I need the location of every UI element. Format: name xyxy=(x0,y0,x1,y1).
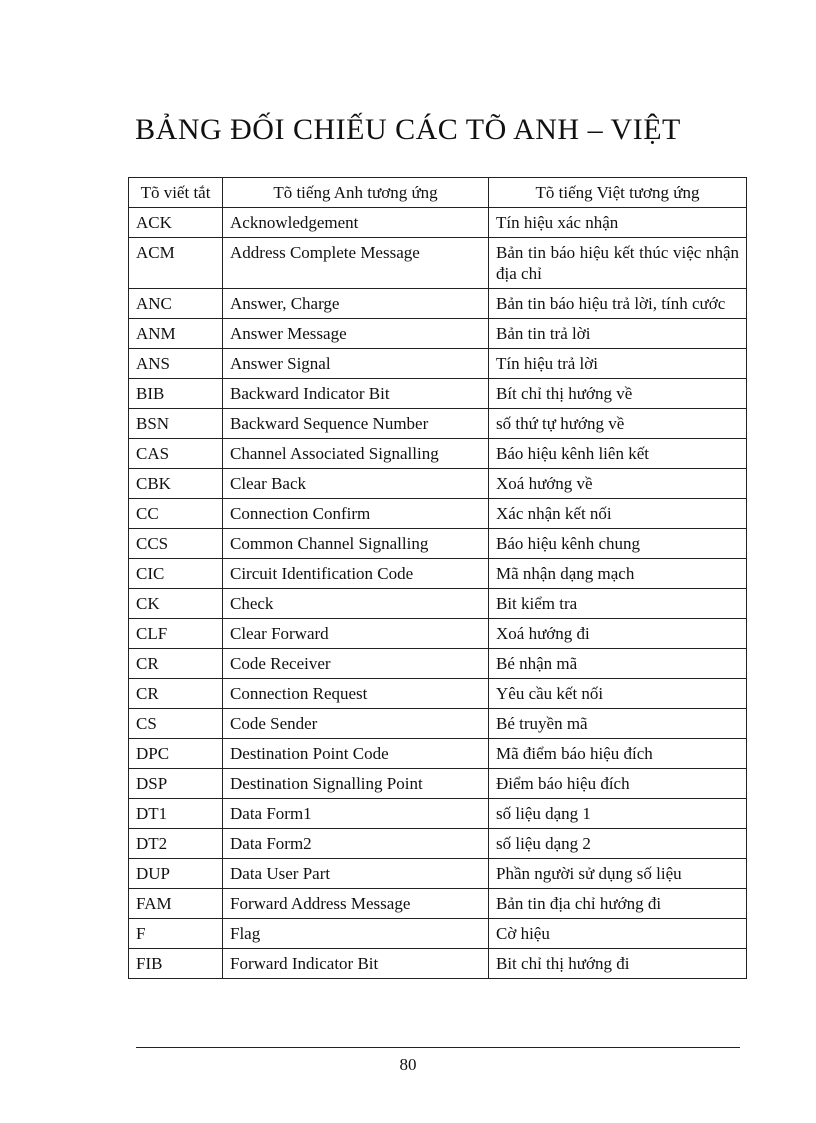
cell-english-term: Answer Signal xyxy=(223,349,489,379)
cell-english-term: Data Form1 xyxy=(223,799,489,829)
footer-divider xyxy=(136,1047,740,1048)
table-row xyxy=(129,859,747,889)
cell-english-term: Clear Forward xyxy=(223,619,489,649)
cell-abbreviation: ANC xyxy=(129,289,223,319)
cell-abbreviation: CC xyxy=(129,499,223,529)
table-row xyxy=(129,829,747,859)
cell-english-term: Acknowledgement xyxy=(223,208,489,238)
table-row xyxy=(129,238,747,289)
cell-abbreviation: ANS xyxy=(129,349,223,379)
cell-abbreviation: CS xyxy=(129,709,223,739)
cell-vietnamese-term: Bản tin báo hiệu kết thúc việc nhận địa chỉ xyxy=(489,238,747,289)
cell-vietnamese-term: Báo hiệu kênh chung xyxy=(489,529,747,559)
cell-abbreviation: CR xyxy=(129,679,223,709)
table-row xyxy=(129,208,747,238)
cell-english-term: Backward Indicator Bit xyxy=(223,379,489,409)
cell-english-term: Address Complete Message xyxy=(223,238,489,289)
table-row xyxy=(129,349,747,379)
cell-english-term: Flag xyxy=(223,919,489,949)
table-row xyxy=(129,439,747,469)
cell-english-term: Code Sender xyxy=(223,709,489,739)
table-row xyxy=(129,319,747,349)
cell-abbreviation: FIB xyxy=(129,949,223,979)
table-row xyxy=(129,499,747,529)
cell-vietnamese-term: Báo hiệu kênh liên kết xyxy=(489,439,747,469)
table-row xyxy=(129,379,747,409)
cell-vietnamese-term: Bản tin báo hiệu trả lời, tính cước xyxy=(489,289,747,319)
cell-english-term: Code Receiver xyxy=(223,649,489,679)
cell-vietnamese-term: Mã điểm báo hiệu đích xyxy=(489,739,747,769)
cell-abbreviation: CCS xyxy=(129,529,223,559)
table-row xyxy=(129,559,747,589)
cell-vietnamese-term: Xoá hướng về xyxy=(489,469,747,499)
cell-abbreviation: ACK xyxy=(129,208,223,238)
cell-english-term: Answer, Charge xyxy=(223,289,489,319)
abbreviation-table xyxy=(128,177,747,979)
page-number: 80 xyxy=(399,1055,417,1074)
table-row xyxy=(129,589,747,619)
cell-abbreviation: CAS xyxy=(129,439,223,469)
cell-english-term: Connection Confirm xyxy=(223,499,489,529)
cell-abbreviation: DT1 xyxy=(129,799,223,829)
table-row xyxy=(129,709,747,739)
table-row xyxy=(129,649,747,679)
header-vietnamese-term: Tõ tiếng Việt tương ứng xyxy=(489,178,747,208)
cell-english-term: Data User Part xyxy=(223,859,489,889)
cell-english-term: Common Channel Signalling xyxy=(223,529,489,559)
page-title: BẢNG ĐỐI CHIẾU CÁC TÕ ANH – VIỆT xyxy=(135,113,681,146)
cell-abbreviation: DPC xyxy=(129,739,223,769)
cell-abbreviation: CBK xyxy=(129,469,223,499)
cell-vietnamese-term: Bit kiểm tra xyxy=(489,589,747,619)
header-abbreviation: Tõ viết tắt xyxy=(129,178,223,208)
cell-abbreviation: CLF xyxy=(129,619,223,649)
table-row xyxy=(129,679,747,709)
cell-vietnamese-term: Tín hiệu trả lời xyxy=(489,349,747,379)
cell-vietnamese-term: số thứ tự hướng về xyxy=(489,409,747,439)
cell-english-term: Destination Point Code xyxy=(223,739,489,769)
table-row xyxy=(129,769,747,799)
cell-english-term: Forward Address Message xyxy=(223,889,489,919)
cell-vietnamese-term: Phần người sử dụng số liệu xyxy=(489,859,747,889)
cell-vietnamese-term: số liệu dạng 1 xyxy=(489,799,747,829)
cell-abbreviation: DSP xyxy=(129,769,223,799)
cell-vietnamese-term: Bé nhận mã xyxy=(489,649,747,679)
cell-english-term: Backward Sequence Number xyxy=(223,409,489,439)
cell-english-term: Data Form2 xyxy=(223,829,489,859)
cell-abbreviation: F xyxy=(129,919,223,949)
header-english-term: Tõ tiếng Anh tương ứng xyxy=(223,178,489,208)
table-row xyxy=(129,619,747,649)
cell-abbreviation: CR xyxy=(129,649,223,679)
cell-vietnamese-term: Bit chỉ thị hướng đi xyxy=(489,949,747,979)
cell-vietnamese-term: Mã nhận dạng mạch xyxy=(489,559,747,589)
cell-vietnamese-term: Yêu cầu kết nối xyxy=(489,679,747,709)
cell-abbreviation: FAM xyxy=(129,889,223,919)
table-body xyxy=(129,208,747,979)
table-row xyxy=(129,919,747,949)
cell-vietnamese-term: Điểm báo hiệu đích xyxy=(489,769,747,799)
cell-english-term: Channel Associated Signalling xyxy=(223,439,489,469)
cell-abbreviation: CIC xyxy=(129,559,223,589)
cell-vietnamese-term: Bản tin địa chỉ hướng đi xyxy=(489,889,747,919)
table-row xyxy=(129,949,747,979)
cell-english-term: Answer Message xyxy=(223,319,489,349)
cell-abbreviation: ANM xyxy=(129,319,223,349)
cell-vietnamese-term: Xác nhận kết nối xyxy=(489,499,747,529)
cell-english-term: Clear Back xyxy=(223,469,489,499)
cell-abbreviation: BSN xyxy=(129,409,223,439)
cell-vietnamese-term: Bé truyền mã xyxy=(489,709,747,739)
cell-abbreviation: DT2 xyxy=(129,829,223,859)
table-row xyxy=(129,529,747,559)
cell-vietnamese-term: Xoá hướng đi xyxy=(489,619,747,649)
cell-vietnamese-term: Cờ hiệu xyxy=(489,919,747,949)
cell-abbreviation: ACM xyxy=(129,238,223,289)
cell-english-term: Circuit Identification Code xyxy=(223,559,489,589)
table-row xyxy=(129,409,747,439)
table-row xyxy=(129,289,747,319)
cell-vietnamese-term: số liệu dạng 2 xyxy=(489,829,747,859)
cell-english-term: Check xyxy=(223,589,489,619)
cell-abbreviation: CK xyxy=(129,589,223,619)
table-row xyxy=(129,469,747,499)
cell-abbreviation: DUP xyxy=(129,859,223,889)
cell-english-term: Connection Request xyxy=(223,679,489,709)
cell-english-term: Destination Signalling Point xyxy=(223,769,489,799)
cell-abbreviation: BIB xyxy=(129,379,223,409)
table-row xyxy=(129,889,747,919)
cell-english-term: Forward Indicator Bit xyxy=(223,949,489,979)
cell-vietnamese-term: Bản tin trả lời xyxy=(489,319,747,349)
table-row xyxy=(129,799,747,829)
cell-vietnamese-term: Bít chỉ thị hướng về xyxy=(489,379,747,409)
table-header-row xyxy=(129,178,747,208)
table-row xyxy=(129,739,747,769)
cell-vietnamese-term: Tín hiệu xác nhận xyxy=(489,208,747,238)
